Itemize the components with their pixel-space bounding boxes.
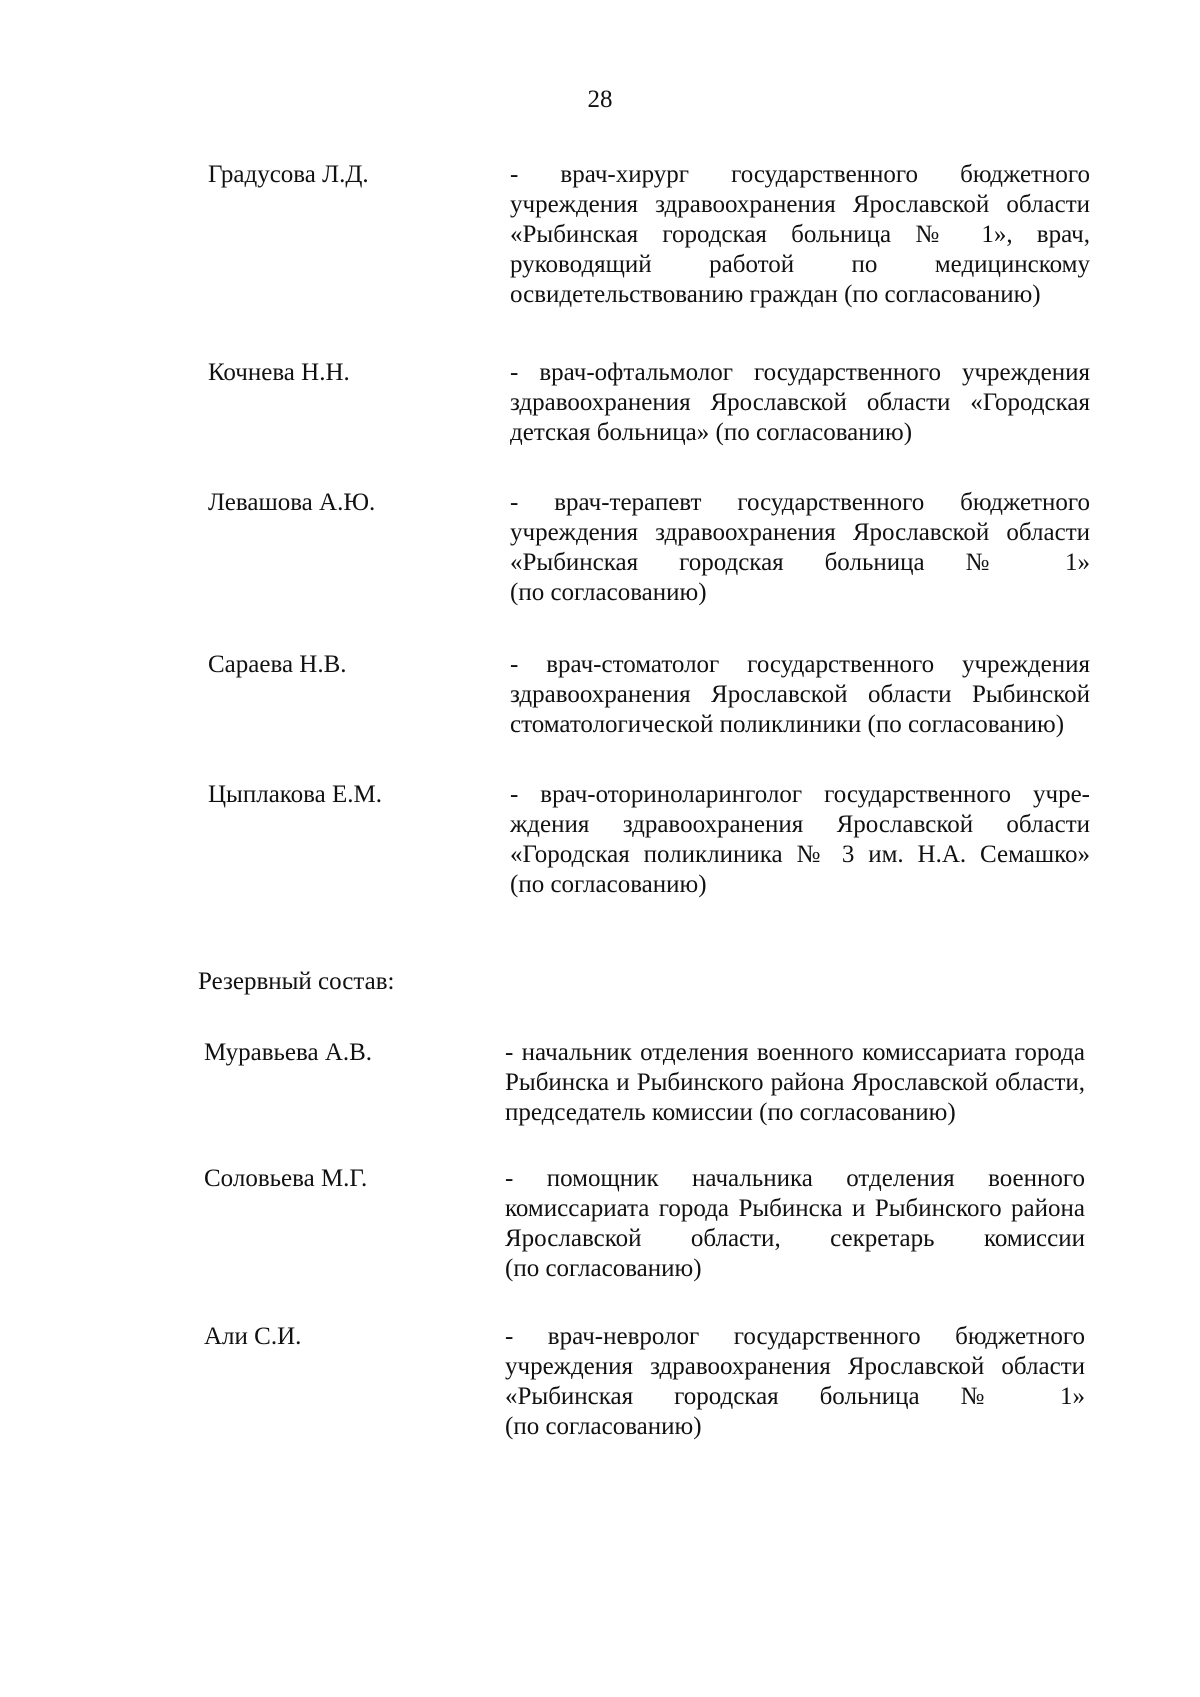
member-name: Соловьева М.Г. [204, 1165, 368, 1192]
position-line: учреждения здравоохранения Ярославской области [510, 519, 1090, 546]
member-name: Градусова Л.Д. [208, 161, 369, 188]
position-line: - врач-невролог государственного бюджетного [505, 1323, 1085, 1350]
member-name: Муравьева А.В. [204, 1039, 373, 1066]
member-name: Сараева Н.В. [208, 651, 347, 678]
member-position [510, 488, 1090, 608]
position-line: учреждения здравоохранения Ярославской области [510, 191, 1090, 218]
position-line: (по согласованию) [505, 1413, 702, 1440]
position-line: - врач-стоматолог государственного учреждения [510, 651, 1090, 678]
position-line: председатель комиссии (по согласованию) [505, 1099, 956, 1126]
member-position [510, 160, 1090, 310]
position-line: - врач-офтальмолог государственного учреждения [510, 359, 1090, 386]
member-position [510, 780, 1090, 900]
member-position [510, 358, 1090, 448]
member-position [505, 1322, 1085, 1442]
position-line: - врач-оториноларинголог государственного учре- [510, 781, 1090, 808]
position-line: здравоохранения Ярославской области «Городская [510, 389, 1090, 416]
page-number: 28 [587, 86, 613, 113]
member-position [505, 1164, 1085, 1284]
position-line: (по согласованию) [510, 871, 707, 898]
reserve-section-title: Резервный состав: [198, 968, 395, 995]
position-line: учреждения здравоохранения Ярославской области [505, 1353, 1085, 1380]
position-line: - врач-хирург государственного бюджетного [510, 161, 1090, 188]
position-line: руководящий работой по медицинскому [510, 251, 1090, 278]
position-line: ждения здравоохранения Ярославской области [510, 811, 1090, 838]
position-line: стоматологической поликлиники (по согласованию) [510, 711, 1065, 738]
position-line: - помощник начальника отделения военного [505, 1165, 1085, 1192]
position-line: Ярославской области, секретарь комиссии [505, 1225, 1085, 1252]
position-line: детская больница» (по согласованию) [510, 419, 913, 446]
position-line: Рыбинска и Рыбинского района Ярославской области, [505, 1069, 1085, 1096]
position-line: (по согласованию) [510, 579, 707, 606]
member-name: Левашова А.Ю. [208, 489, 376, 516]
position-line: «Рыбинская городская больница № 1» [505, 1383, 1085, 1410]
position-line: (по согласованию) [505, 1255, 702, 1282]
position-line: комиссариата города Рыбинска и Рыбинского района [505, 1195, 1085, 1222]
position-line: «Рыбинская городская больница № 1» [510, 549, 1090, 576]
member-name: Кочнева Н.Н. [208, 359, 350, 386]
member-name: Али С.И. [204, 1323, 302, 1350]
member-position [510, 650, 1090, 740]
position-line: освидетельствованию граждан (по согласованию) [510, 281, 1041, 308]
member-name: Цыплакова Е.М. [208, 781, 382, 808]
position-line: - начальник отделения военного комиссариата города [505, 1039, 1085, 1066]
position-line: «Рыбинская городская больница № 1», врач, [510, 221, 1090, 248]
position-line: - врач-терапевт государственного бюджетного [510, 489, 1090, 516]
position-line: здравоохранения Ярославской области Рыбинской [510, 681, 1090, 708]
position-line: «Городская поликлиника № 3 им. Н.А. Семашко» [510, 841, 1090, 868]
member-position [505, 1038, 1085, 1128]
